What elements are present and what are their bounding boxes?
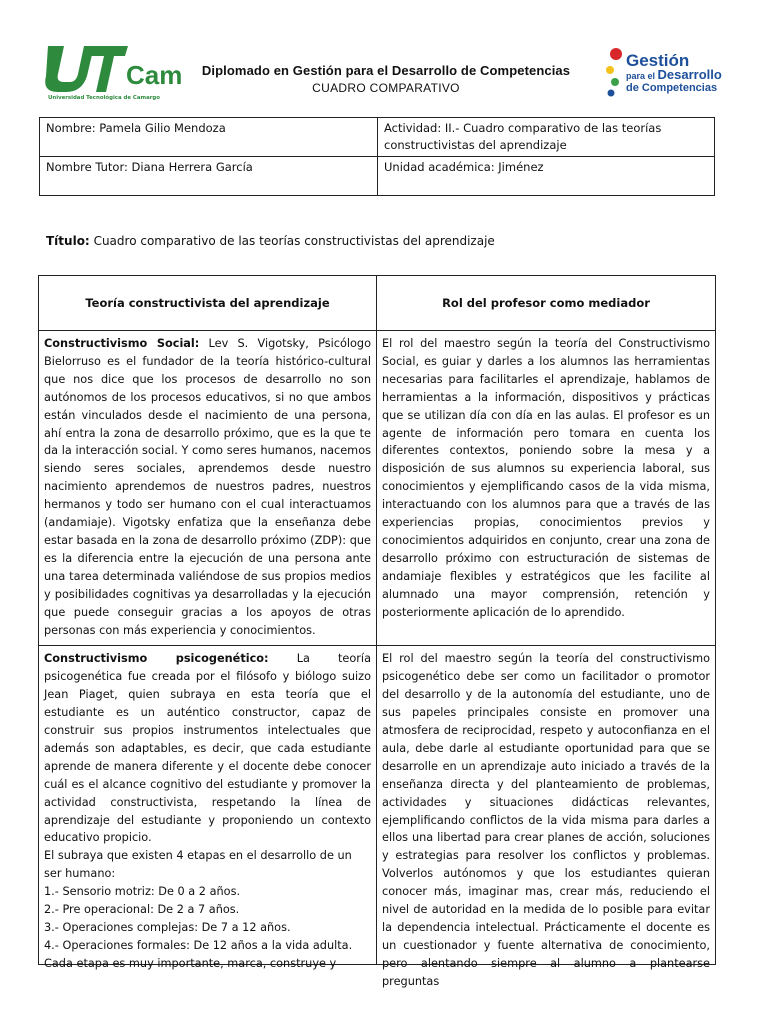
document-header — [0, 0, 768, 110]
comparative-table — [38, 275, 716, 988]
svg-text:Cam: Cam — [126, 60, 183, 90]
theory-text-psychogenetic: La teoría psicogenética fue creada por el filósofo y biólogo suizo Jean Piaget, quien subraya en esta teoría que el estudiante es un auténtico constructor, capaz de construir sus propios instrumentos intelectuales que además son adaptables, es decir, que cada estudiante aprende de manera diferente y el docente debe conocer cuál es el alcance cognitivo del estudiante y promover la actividad constructivista, respetando la línea de aprendizaje del estudiante y proponiendo un contexto educativo propicio. — [44, 652, 371, 845]
column-header-role: Rol del profesor como mediador — [377, 276, 716, 331]
header-title: Diplomado en Gestión para el Desarrollo de Competencias — [201, 63, 571, 78]
logo-dot-blue — [608, 90, 615, 97]
theory-cell-social — [39, 331, 377, 646]
stage-item: 2.- Pre operacional: De 2 a 7 años. — [44, 903, 240, 917]
utcam-tagline: Universidad Tecnológica de Camargo — [48, 95, 160, 101]
stages-intro: El subraya que existen 4 etapas en el desarrollo de un ser humano: — [44, 849, 352, 881]
svg-text:de Competencias: de Competencias — [626, 82, 718, 94]
utcam-logo — [44, 44, 184, 100]
tutor-name: Nombre Tutor: Diana Herrera García — [40, 157, 378, 196]
logo-dot-green — [611, 78, 619, 86]
student-info-table — [39, 117, 715, 196]
theory-tail-psychogenetic: Cada etapa es muy importante, marca, construye y — [44, 956, 337, 970]
theory-label-social: Constructivismo Social: — [44, 337, 200, 350]
activity-name: Actividad: II.- Cuadro comparativo de las teorías constructivistas del aprendizaje — [378, 118, 715, 157]
title-text: Cuadro comparativo de las teorías constructivistas del aprendizaje — [93, 234, 495, 248]
role-cell-social — [377, 331, 716, 646]
svg-text:Gestión: Gestión — [626, 51, 690, 70]
column-header-theory: Teoría constructivista del aprendizaje — [39, 276, 377, 331]
role-text-social: El rol del maestro según la teoría del Constructivismo Social, es guiar y darles a los alumnos las herramientas necesarias para facilitarles el aprendizaje, hablamos de herramientas a la información, dispositivos y prácticas que se utilizan día con día en las aulas. El profesor es un agente de información pero tomara en cuenta los diferentes contextos, poniendo sobre la mesa y a disposición de sus alumnos su experiencia laboral, sus conocimientos y ejemplificando casos de la vida misma, interactuando con los alumnos para que a través de las experiencias propias, conocimientos previos y conocimientos adquiridos en conjunto, crear una zona de desarrollo próximo con estructuración de sistemas de andamiaje flexibles y estratégicos que les facilite al alumnado una mayor comprensión, retención y posteriormente aplicación de lo aprendido. — [382, 337, 710, 619]
gestion-logo — [602, 46, 732, 102]
logo-dot-yellow — [606, 66, 614, 74]
logo-dot-red — [610, 48, 622, 60]
title-label: Título: — [46, 234, 90, 248]
academic-unit: Unidad académica: Jiménez — [378, 157, 715, 196]
header-titles — [190, 63, 582, 95]
stage-item: 1.- Sensorio motriz: De 0 a 2 años. — [44, 885, 241, 899]
header-subtitle: CUADRO COMPARATIVO — [312, 81, 460, 95]
role-cell-psychogenetic — [377, 646, 716, 988]
theory-text-social: Lev S. Vigotsky, Psicólogo Bielorruso es el fundador de la teoría histórico-cultural que nos dice que los procesos de desarrollo no son autónomos de los procesos educativos, si no que ambos están vinculados desde el nacimiento de una persona, ahí entra la zona de desarrollo próximo, que es la que te da la interacción social. Y como seres humanos, nacemos siendo seres sociales, aprendemos desde nuestro nacimiento aprendemos de nuestros padres, nuestros hermanos y todo ser humano con el cual interactuamos (andamiaje). Vigotsky enfatiza que la enseñanza debe estar basada en la zona de desarrollo próximo (ZDP): que es la diferencia entre la ejecución de una persona ante una tarea determinada valiéndose de sus propios medios y posibilidades cognitivas ya desarrolladas y la ejecución que puede conseguir gracias a los apoyos de otras personas con más experiencia y conocimientos. — [44, 337, 371, 637]
role-text-psychogenetic: El rol del maestro según la teoría del constructivismo psicogenético debe ser como un facilitador o promotor del desarrollo y de la autonomía del estudiante, uno de sus papeles principales consiste en promover una atmosfera de reciprocidad, respeto y autoconfianza en el aula, debe darle al estudiante oportunidad para que se desarrolle en un aprendizaje auto iniciado a través de la enseñanza directa y del planteamiento de problemas, actividades y situaciones didácticas relevantes, ejemplificando conflictos de la vida misma para darles a ellos una libertad para crear planes de acción, soluciones y estrategias para resolver los conflictos y problemas. Volverlos autónomos y que los estudiantes quieran conocer más, imaginar mas, crear más, reduciendo el nivel de autoridad en la medida de lo posible para evitar la dependencia intelectual. Prácticamente el docente es un cuestionador y fuente alternativa de conocimiento, pero alentando siempre al alumno a plantearse preguntas — [382, 652, 710, 988]
theory-cell-psychogenetic — [39, 646, 377, 970]
table-row — [39, 646, 716, 965]
document-title — [46, 234, 495, 248]
stage-item: 3.- Operaciones complejas: De 7 a 12 años. — [44, 921, 291, 934]
student-name: Nombre: Pamela Gilio Mendoza — [40, 118, 378, 157]
svg-text:para el Desarrollo: para el Desarrollo — [626, 67, 722, 82]
stage-item: 4.- Operaciones formales: De 12 años a la vida adulta. — [44, 938, 353, 952]
theory-label-psychogenetic: Constructivismo psicogenético: — [44, 652, 269, 666]
table-row — [39, 331, 716, 646]
